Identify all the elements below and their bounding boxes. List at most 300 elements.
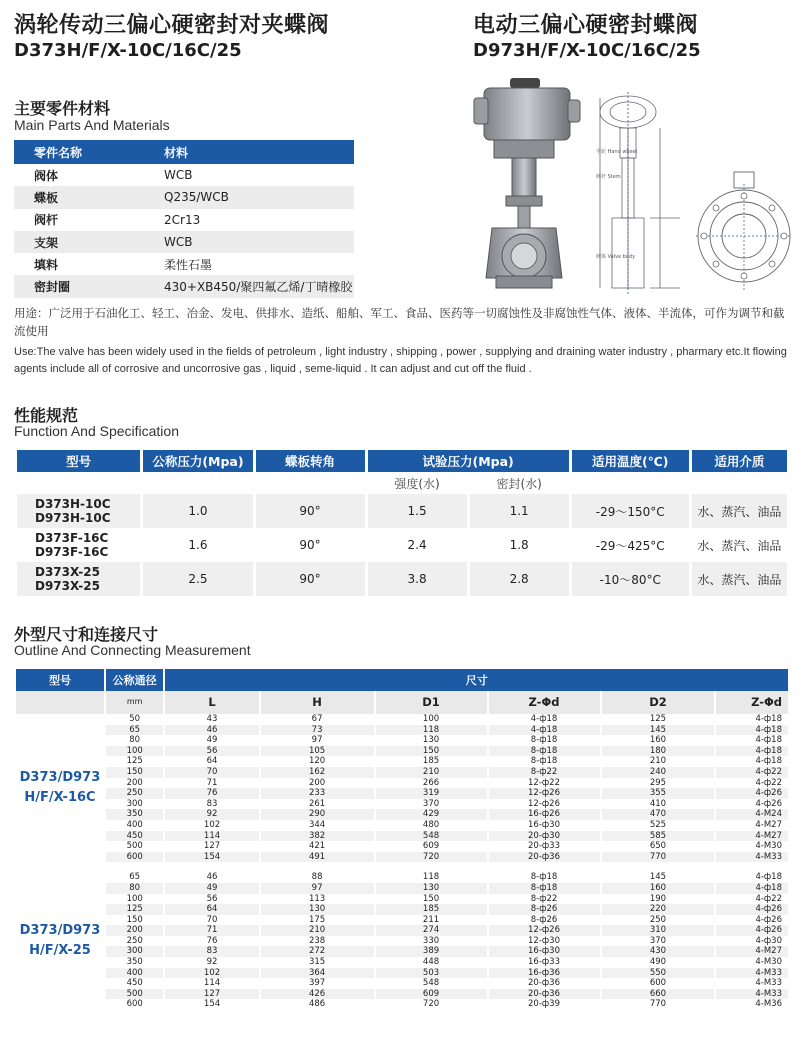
dims-cell: 4-M27	[755, 819, 782, 830]
spec-medium: 水、蒸汽、油品	[697, 538, 782, 553]
dims-row	[16, 746, 788, 757]
dims-cell: 548	[376, 831, 487, 842]
dims-cell: 240	[602, 767, 715, 778]
dims-cell: 175	[308, 914, 326, 925]
dims-cell: 8-ф26	[489, 904, 600, 915]
spec-subheader-strength: 强度(水)	[394, 476, 440, 491]
dims-cell: 450	[106, 831, 164, 842]
dims-cell: 295	[649, 777, 667, 788]
dims-cell: 92	[206, 957, 218, 968]
spec-angle: 90°	[299, 538, 321, 552]
dims-cell: 500	[106, 989, 164, 1000]
dims-row	[16, 978, 788, 989]
dims-cell: 118	[422, 872, 440, 883]
dims-group-name	[16, 872, 104, 1010]
dims-cell: 100	[126, 893, 143, 904]
dims-cell: 100	[422, 714, 440, 724]
dims-cell: 145	[602, 725, 715, 736]
dims-cell: 150	[106, 767, 164, 778]
dims-row	[16, 778, 788, 789]
dims-cell: 8-ф18	[489, 883, 600, 894]
dims-cell: 4-ф18	[489, 725, 600, 736]
dims-row	[16, 925, 788, 936]
dims-cell: 70	[206, 914, 218, 925]
dims-row	[16, 883, 788, 894]
spec-model-1: D373F-16C	[35, 531, 109, 545]
dims-cell: 185	[376, 904, 487, 915]
dims-col-header: D2	[602, 691, 715, 714]
dims-cell: 12-ф26	[489, 925, 600, 936]
spec-model-2: D973H-10C	[35, 511, 111, 525]
dims-cell: 16-ф26	[489, 809, 600, 820]
dims-cell: 650	[649, 841, 667, 852]
spec-row	[17, 562, 787, 596]
dims-cell: 130	[376, 883, 487, 894]
dims-cell: 114	[203, 978, 221, 989]
dims-title-cn: 外型尺寸和连接尺寸	[14, 625, 159, 644]
dims-cell: 145	[649, 872, 667, 883]
dims-row	[16, 957, 788, 968]
dims-cell: 4-ф26	[716, 925, 788, 936]
dims-cell: 4-ф18	[530, 714, 558, 724]
dims-cell: 486	[308, 999, 326, 1010]
dims-row	[16, 968, 788, 979]
dims-cell: 319	[376, 788, 487, 799]
dims-cell: 130	[422, 735, 440, 746]
dims-cell: 20-ф39	[528, 999, 560, 1010]
dims-cell: 4-M30	[755, 841, 782, 852]
dims-cell: 4-ф18	[716, 746, 788, 757]
dims-cell: 480	[422, 819, 440, 830]
part-material: 430+XB450/聚四氟乙烯/丁晴橡胶	[164, 275, 354, 297]
dims-cell: 8-ф22	[489, 767, 600, 778]
dims-cell: 290	[261, 809, 374, 820]
spec-title-cn: 性能规范	[14, 406, 79, 425]
dims-cell: 210	[649, 756, 667, 767]
dims-cell: 4-ф18	[755, 756, 782, 767]
dims-cell: 73	[261, 725, 374, 736]
dims-cell: 609	[376, 989, 487, 1000]
dims-cell: 426	[261, 989, 374, 1000]
dims-cell: 720	[376, 852, 487, 863]
part-material: WCB	[164, 231, 354, 253]
dims-cell: 4-M30	[755, 957, 782, 968]
parts-header-material: 材料	[164, 140, 354, 164]
dims-row	[16, 714, 788, 725]
dims-cell: 56	[165, 746, 258, 757]
dims-cell: 364	[261, 968, 374, 979]
dims-cell: 4-ф26	[716, 904, 788, 915]
dims-cell: 46	[206, 872, 218, 883]
dims-cell: 83	[165, 946, 258, 957]
dims-cell: 80	[106, 883, 164, 894]
dims-cell: 70	[165, 767, 258, 778]
dims-cell: 429	[376, 809, 487, 820]
dims-row	[16, 831, 788, 842]
dims-cell: 4-ф26	[755, 914, 782, 925]
dims-cell: 125	[106, 904, 164, 915]
dims-cell: 16-ф30	[528, 819, 560, 830]
dims-cell: 105	[261, 746, 374, 757]
dims-cell: 4-M33	[755, 978, 782, 989]
dims-cell: 330	[422, 935, 440, 946]
parts-row	[14, 209, 354, 231]
dims-cell: 525	[649, 819, 667, 830]
dims-cell: 56	[206, 893, 218, 904]
stem-label: 阀杆 Stem	[596, 174, 621, 180]
dims-group-name-1: D373/D973	[19, 770, 101, 786]
dims-header-model: 型号	[16, 669, 104, 691]
dims-cell: 238	[308, 935, 326, 946]
dims-cell: 600	[106, 852, 164, 863]
dims-cell: 600	[126, 999, 143, 1010]
dims-cell: 130	[261, 904, 374, 915]
dims-row	[16, 799, 788, 810]
dims-cell: 4-ф26	[755, 798, 782, 809]
dims-cell: 100	[106, 746, 164, 757]
spec-pressure: 2.5	[143, 562, 252, 596]
dims-cell: 12-ф26	[489, 788, 600, 799]
dims-cell: 250	[126, 935, 143, 946]
dims-cell: 400	[106, 968, 164, 979]
dims-cell: 770	[602, 852, 715, 863]
dims-cell: 4-ф22	[716, 767, 788, 778]
dims-cell: 43	[206, 714, 218, 724]
spec-strength: 1.5	[368, 494, 467, 528]
part-material: Q235/WCB	[164, 186, 354, 208]
spec-title-en: Function And Specification	[14, 423, 179, 439]
dims-cell: 50	[129, 714, 141, 724]
right-title: 电动三偏心硬密封蝶阀	[473, 13, 699, 38]
dims-cell: 400	[126, 819, 143, 830]
spec-header-medium: 适用介质	[692, 450, 787, 472]
dims-group-gap	[16, 862, 788, 872]
dims-cell: 200	[308, 777, 326, 788]
spec-medium: 水、蒸汽、油品	[692, 562, 787, 596]
dims-cell: 20-ф36	[489, 852, 600, 863]
dims-cell: 503	[376, 968, 487, 979]
right-model: D973H/F/X-10C/16C/25	[473, 40, 701, 61]
valve-side-drawing	[590, 88, 700, 298]
dims-cell: 720	[422, 999, 440, 1010]
dims-cell: 88	[311, 872, 323, 883]
dims-cell: 65	[106, 725, 164, 736]
dims-row	[16, 756, 788, 767]
parts-row	[14, 253, 354, 275]
dims-col-header: Z-Φd	[489, 691, 600, 714]
dims-row	[16, 788, 788, 799]
dims-unit: mm	[106, 691, 164, 714]
body-label: 阀体 Valve body	[596, 254, 636, 260]
spec-header-pressure: 公称压力(Mpa)	[143, 450, 252, 472]
dims-cell: 370	[649, 935, 667, 946]
dims-cell: 4-M27	[716, 946, 788, 957]
dims-cell: 12-ф30	[528, 935, 560, 946]
spec-strength: 3.8	[368, 562, 467, 596]
dims-cell: 421	[308, 841, 326, 852]
dims-cell: 76	[165, 788, 258, 799]
parts-row	[14, 186, 354, 208]
dims-cell: 4-ф22	[755, 777, 782, 788]
spec-model-1: D373X-25	[35, 565, 100, 579]
dims-cell: 97	[311, 735, 323, 746]
dims-cell: 97	[261, 883, 374, 894]
dims-cell: 71	[165, 925, 258, 936]
dims-cell: 233	[261, 788, 374, 799]
dims-cell: 80	[129, 735, 141, 746]
parts-title-cn: 主要零件材料	[14, 99, 111, 118]
spec-model-1: D373H-10C	[35, 497, 111, 511]
parts-table	[14, 140, 354, 298]
dims-row	[16, 767, 788, 778]
dims-cell: 220	[602, 904, 715, 915]
spec-model	[17, 494, 140, 528]
spec-angle: 90°	[256, 494, 365, 528]
handwheel-label: 手轮 Hand wheel	[596, 149, 638, 155]
spec-header-row	[17, 450, 787, 472]
dims-cell: 16-ф30	[489, 946, 600, 957]
part-name: 蝶板	[14, 186, 164, 208]
dims-row	[16, 999, 788, 1010]
dims-row	[16, 872, 788, 883]
dims-row	[16, 904, 788, 915]
dims-cell: 250	[649, 914, 667, 925]
dims-cell: 4-ф22	[755, 893, 782, 904]
dims-cell: 64	[206, 756, 218, 767]
dims-cell: 185	[422, 756, 440, 767]
dims-cell: 410	[649, 798, 667, 809]
dims-cell: 250	[106, 788, 164, 799]
dims-cell: 491	[261, 852, 374, 863]
dims-cell: 4-ф26	[716, 788, 788, 799]
dims-cell: 8-ф18	[530, 872, 558, 883]
spec-row	[17, 494, 787, 528]
dims-cell: 261	[308, 798, 326, 809]
dims-cell: 300	[126, 798, 143, 809]
dims-row	[16, 852, 788, 863]
part-name: 阀杆	[34, 213, 59, 228]
spec-header-model: 型号	[17, 450, 140, 472]
dims-row	[16, 735, 788, 746]
dims-cell: 4-M36	[755, 999, 782, 1010]
dims-cell: 315	[308, 957, 326, 968]
parts-row	[14, 164, 354, 186]
spec-subheader-seal: 密封(水)	[496, 476, 542, 491]
dims-cell: 397	[308, 978, 326, 989]
dims-cell: 4-ф18	[755, 735, 782, 746]
dims-cell: 20-ф36	[489, 989, 600, 1000]
spec-subheader-row	[17, 472, 787, 494]
dims-group-name-1: D373/D973	[19, 923, 101, 939]
dims-cell: 125	[126, 756, 143, 767]
dims-cell: 49	[206, 735, 218, 746]
spec-header-temp: 适用温度(℃)	[572, 450, 689, 472]
dims-cell: 470	[602, 809, 715, 820]
dims-cell: 350	[106, 809, 164, 820]
dims-title-en: Outline And Connecting Measurement	[14, 642, 251, 658]
dims-cell: 113	[308, 893, 326, 904]
spec-temp: -10～80°C	[572, 562, 689, 596]
dims-cell: 450	[126, 978, 143, 989]
dims-cell: 160	[602, 883, 715, 894]
part-material: WCB	[164, 168, 193, 183]
part-name: 支架	[14, 231, 164, 253]
dims-cell: 4-ф18	[716, 883, 788, 894]
parts-row	[14, 231, 354, 253]
spec-row	[17, 528, 787, 562]
dims-cell: 20-ф33	[528, 841, 560, 852]
dims-cell: 550	[602, 968, 715, 979]
dims-cell: 585	[602, 831, 715, 842]
dims-cell: 4-ф30	[755, 935, 782, 946]
dims-cell: 16-ф36	[489, 968, 600, 979]
spec-pressure: 1.0	[143, 494, 252, 528]
dims-cell: 127	[203, 841, 221, 852]
dims-cell: 200	[126, 777, 143, 788]
parts-title-en: Main Parts And Materials	[14, 117, 170, 133]
dims-row	[16, 989, 788, 1000]
dims-cell: 16-ф33	[528, 957, 560, 968]
dims-header-size: 尺寸	[165, 669, 788, 691]
dims-cell: 154	[165, 852, 258, 863]
dims-cell: 272	[261, 946, 374, 957]
dims-cell: 160	[649, 735, 667, 746]
dims-cell: 76	[206, 935, 218, 946]
spec-strength: 2.4	[407, 538, 427, 552]
dims-cell: 46	[165, 725, 258, 736]
part-name: 阀体	[34, 168, 59, 183]
dims-cell: 190	[649, 893, 667, 904]
left-model: D373H/F/X-10C/16C/25	[14, 40, 242, 61]
dims-cell: 4-ф18	[716, 725, 788, 736]
dims-cell: 162	[261, 767, 374, 778]
dims-cell: 430	[602, 946, 715, 957]
dims-cell: 210	[261, 925, 374, 936]
dims-row	[16, 820, 788, 831]
spec-temp: -29～425°C	[595, 538, 665, 553]
dims-cell: 344	[308, 819, 326, 830]
dims-cell: 127	[165, 989, 258, 1000]
dims-row	[16, 894, 788, 905]
dims-cell: 600	[649, 978, 667, 989]
dims-cell: 4-ф18	[755, 714, 782, 724]
dims-cell: 382	[261, 831, 374, 842]
dims-group-name	[16, 714, 104, 862]
dims-col-header: Z-Φd	[716, 691, 788, 714]
electric-butterfly-valve-photo	[470, 78, 582, 303]
dims-cell: 200	[106, 925, 164, 936]
dims-col-header: H	[261, 691, 374, 714]
dims-cell: 12-ф26	[528, 798, 560, 809]
dims-cell: 609	[422, 841, 440, 852]
dims-cell: 500	[126, 841, 143, 852]
dims-cell: 8-ф22	[530, 893, 558, 904]
dims-row	[16, 809, 788, 820]
dims-row	[16, 841, 788, 852]
dims-cell: 770	[649, 999, 667, 1010]
dims-cell: 370	[422, 798, 440, 809]
spec-model	[17, 528, 140, 562]
dims-table	[14, 669, 790, 1010]
spec-table	[14, 450, 790, 596]
spec-seal: 1.8	[509, 538, 529, 552]
dims-cell: 274	[376, 925, 487, 936]
dims-col-header: L	[165, 691, 258, 714]
dims-row	[16, 946, 788, 957]
spec-medium: 水、蒸汽、油品	[692, 494, 787, 528]
usage-en: Use:The valve has been widely used in the fields of petroleum , light industry , shipping , power , supplying and draining water industry , pharmary etc.It flowing agents include all of corrosive and uncorrosive gas , liquid , seme-liquid . It can adjust and cut off the fluid .	[14, 346, 787, 375]
dims-col-header: D1	[376, 691, 487, 714]
part-name: 密封圈	[14, 275, 164, 297]
dims-cell: 8-ф18	[489, 746, 600, 757]
dims-cell: 211	[422, 914, 440, 925]
dims-cell: 180	[602, 746, 715, 757]
dims-row	[16, 936, 788, 947]
dims-cell: 64	[165, 904, 258, 915]
parts-header-name: 零件名称	[14, 140, 164, 164]
dims-cell: 4-M24	[716, 809, 788, 820]
dims-cell: 125	[649, 714, 667, 724]
dims-cell: 118	[376, 725, 487, 736]
dims-cell: 154	[203, 999, 221, 1010]
dims-group-name-2: H/F/X-16C	[24, 790, 96, 806]
dims-cell: 355	[602, 788, 715, 799]
spec-pressure: 1.6	[188, 538, 208, 552]
dims-cell: 389	[376, 946, 487, 957]
spec-temp: -29～150°C	[572, 494, 689, 528]
dims-cell: 4-M33	[716, 852, 788, 863]
dims-cell: 92	[165, 809, 258, 820]
dims-cell: 67	[311, 714, 323, 724]
dims-cell: 102	[203, 819, 221, 830]
spec-angle: 90°	[256, 562, 365, 596]
dims-cell: 8-ф18	[530, 735, 558, 746]
dims-cell: 150	[126, 914, 143, 925]
spec-model	[17, 562, 140, 596]
dims-row	[16, 725, 788, 736]
part-name: 填料	[34, 257, 59, 272]
dims-cell: 20-ф30	[489, 831, 600, 842]
parts-row	[14, 275, 354, 297]
valve-front-drawing	[696, 170, 792, 300]
dims-cell: 71	[206, 777, 218, 788]
dims-cell: 114	[165, 831, 258, 842]
parts-header-row	[14, 140, 354, 164]
spec-header-angle: 蝶板转角	[256, 450, 365, 472]
dims-header-dn: 公称通径	[106, 669, 164, 691]
dims-cell: 548	[422, 978, 440, 989]
dims-cell: 210	[376, 767, 487, 778]
dims-cell: 490	[649, 957, 667, 968]
dims-group-name-2: H/F/X-25	[29, 943, 91, 959]
dims-cell: 4-M33	[716, 968, 788, 979]
dims-cell: 120	[308, 756, 326, 767]
dims-cell: 310	[602, 925, 715, 936]
dims-header-row	[16, 669, 788, 691]
dims-cell: 4-M27	[716, 831, 788, 842]
dims-cell: 20-ф36	[528, 978, 560, 989]
dims-row	[16, 915, 788, 926]
usage-cn: 用途：广泛用于石油化工、轻工、冶金、发电、供排水、造纸、船舶、军工、食品、医药等一切腐蚀性及非腐蚀性气体、液体、半流体，可作为调节和截流使用	[14, 306, 785, 338]
dims-cell: 4-ф18	[755, 872, 782, 883]
dims-cell: 448	[422, 957, 440, 968]
dims-cell: 300	[106, 946, 164, 957]
dims-cell: 150	[422, 893, 440, 904]
dims-cell: 12-ф22	[528, 777, 560, 788]
dims-cell: 83	[206, 798, 218, 809]
dims-cell: 102	[165, 968, 258, 979]
dims-cell: 49	[165, 883, 258, 894]
